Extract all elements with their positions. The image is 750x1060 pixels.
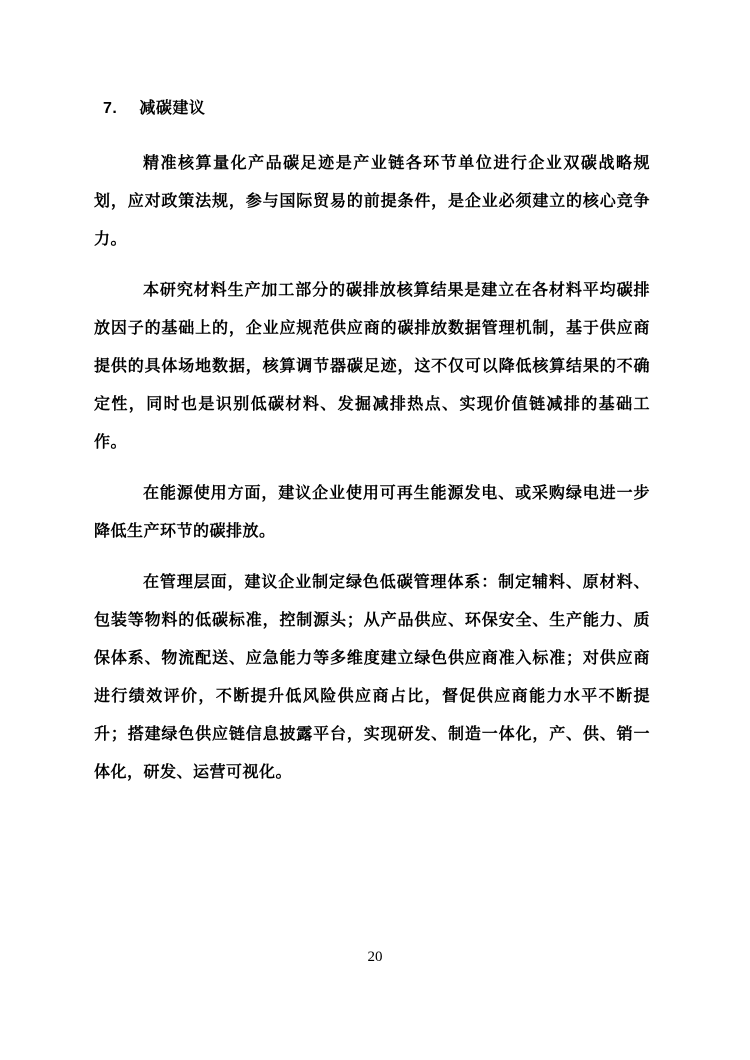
- paragraph-accounting-basis: 本研究材料生产加工部分的碳排放核算结果是建立在各材料平均碳排放因子的基础上的，企业应规范供应商的碳排放数据管理机制，基于供应商提供的具体场地数据，核算调节器碳足迹，这不仅可以降低核算结果的不确定性，同时也是识别低碳材料、发掘减排热点、实现价值链减排的基础工作。: [94, 282, 650, 451]
- paragraph-intro: 精准核算量化产品碳足迹是产业链各环节单位进行企业双碳战略规划，应对政策法规，参与国际贸易的前提条件，是企业必须建立的核心竞争力。: [94, 155, 650, 248]
- page-number: 20: [367, 949, 383, 965]
- paragraph-management: 在管理层面，建议企业制定绿色低碳管理体系：制定辅料、原材料、包装等物料的低碳标准，控制源头；从产品供应、环保安全、生产能力、质保体系、物流配送、应急能力等多维度建立绿色供应商准入标准；对供应商进行绩效评价，不断提升低风险供应商占比，督促供应商能力水平不断提升；搭建绿色供应链信息披露平台，实现研发、制造一体化，产、供、销一体化，研发、运营可视化。: [94, 574, 650, 781]
- section-number: 7.: [103, 100, 118, 117]
- section-heading: [103, 96, 650, 122]
- section-title: 减碳建议: [139, 100, 206, 117]
- paragraph-energy-use: 在能源使用方面，建议企业使用可再生能源发电、或采购绿电进一步降低生产环节的碳排放。: [94, 485, 650, 540]
